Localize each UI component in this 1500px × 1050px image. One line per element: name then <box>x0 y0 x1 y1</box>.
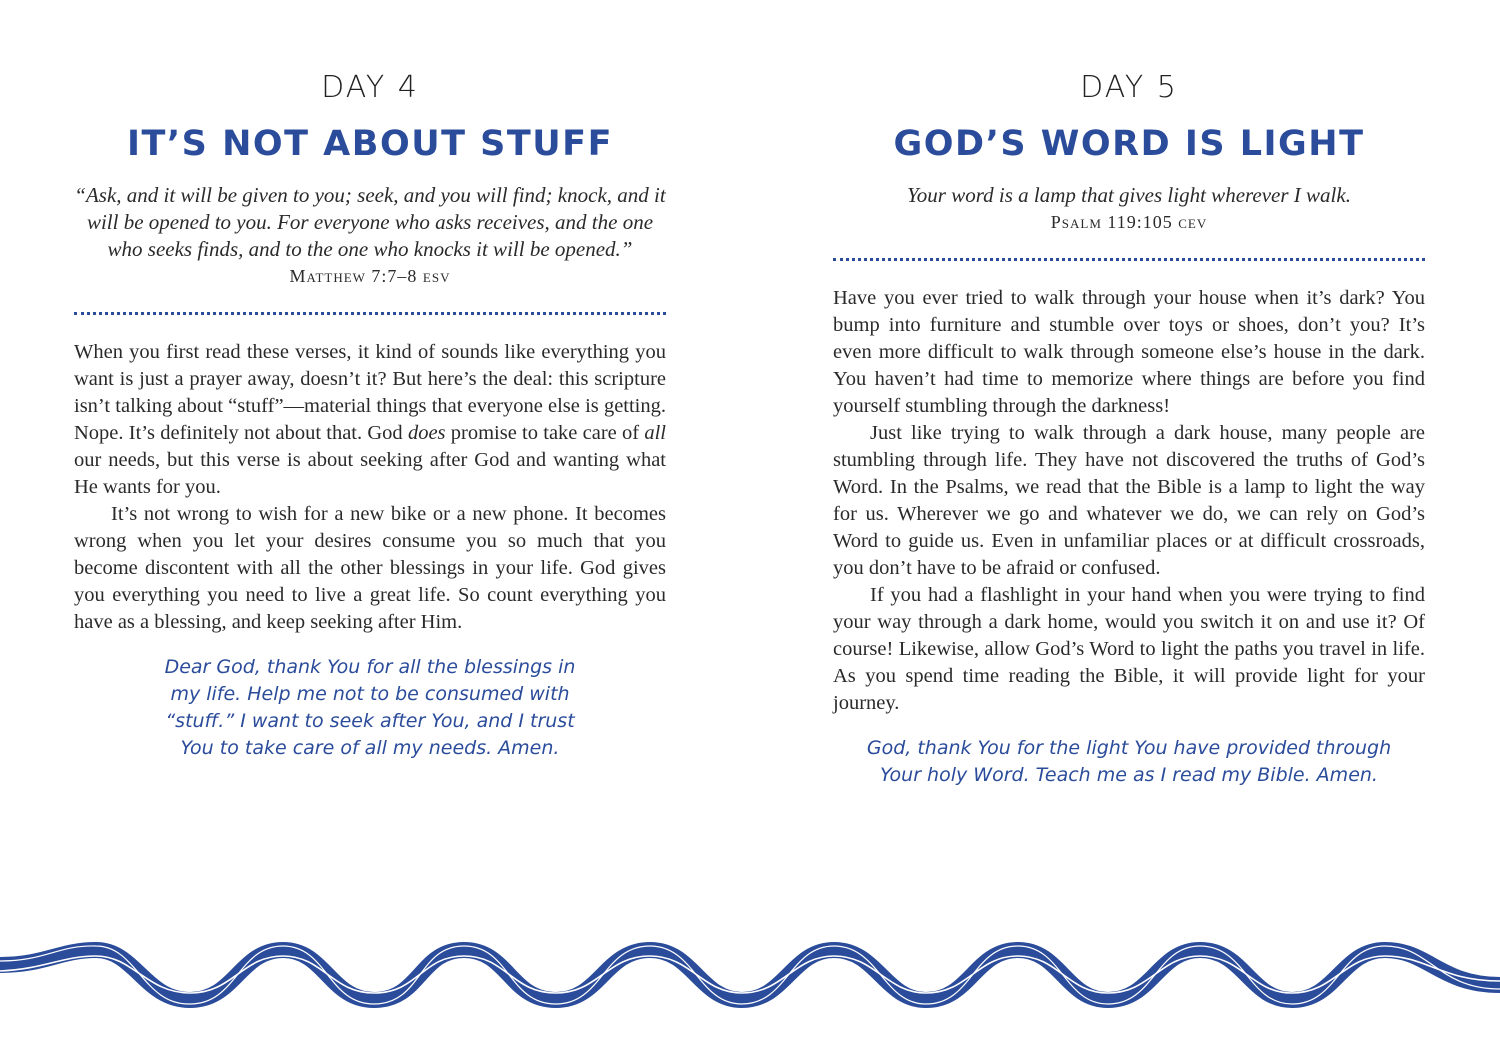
devotional-body <box>74 339 666 636</box>
dotted-divider <box>833 258 1425 261</box>
right-page <box>833 0 1425 789</box>
body-paragraph: Just like trying to walk through a dark house, many people are stumbling through life. They have not discovered the truths of God’s Word. In the Psalms, we read that the Bible is a lamp to light the way for us. Wherever we go and whatever we do, we can rely on God’s Word to guide us. Even in unfamiliar places or at difficult crossroads, you don’t have to be afraid or confused. <box>833 422 1425 579</box>
page-title: GOD’S WORD IS LIGHT <box>893 124 1365 164</box>
emphasis-text: all <box>644 422 666 444</box>
day-heading: DAY 4 <box>321 70 419 105</box>
closing-prayer: Dear God, thank You for all the blessings in my life. Help me not to be consumed with “stuff.” I want to seek after You, and I trust You to take care of all my needs. Amen. <box>164 656 576 759</box>
body-paragraph: Have you ever tried to walk through your house when it’s dark? You bump into furniture and stumble over toys or shoes, don’t you? It’s even more difficult to walk through someone else’s house in the dark. You haven’t had time to memorize where things are before you find yourself stumbling through the darkness! <box>833 287 1425 417</box>
dotted-divider <box>74 312 666 315</box>
scripture-verse: “Ask, and it will be given to you; seek, and you will find; knock, and it will be opened to you. For everyone who asks receives, and the one who seeks finds, and to the one who knocks it will be opened.” <box>74 183 666 261</box>
text-run: our needs, but this verse is about seeking after God and wanting what He wants for you. <box>74 449 666 498</box>
text-run: promise to take care of <box>445 422 645 444</box>
closing-prayer: God, thank You for the light You have provided through Your holy Word. Teach me as I read my Bible. Amen. <box>866 737 1392 786</box>
body-paragraph: If you had a flashlight in your hand when you were trying to find your way through a dark home, would you switch it on and use it? Of course! Likewise, allow God’s Word to light the paths you travel in life. As you spend time reading the Bible, it will provide light for your journey. <box>833 584 1425 714</box>
text-run: When you first read these verses, it kind of sounds like everything you want is just a prayer away, doesn’t it? But here’s the deal: this scripture isn’t talking about “stuff”—material things that everyone else is getting. Nope. It’s definitely not about that. God <box>74 341 666 444</box>
emphasis-text: does <box>407 422 446 444</box>
devotional-body <box>833 285 1425 717</box>
body-paragraph <box>74 339 666 501</box>
scripture-verse: Your word is a lamp that gives light wherever I walk. <box>907 183 1351 207</box>
page-title: IT’S NOT ABOUT STUFF <box>126 124 613 164</box>
body-paragraph: It’s not wrong to wish for a new bike or a new phone. It becomes wrong when you let your desires consume you so much that you become discontent with all the other blessings in your life. God gives you everything you need to live a great life. So count everything you have as a blessing, and keep seeking after Him. <box>74 503 666 633</box>
day-heading: DAY 5 <box>1080 70 1178 105</box>
scripture-reference: Matthew 7:7–8 esv <box>289 266 451 286</box>
left-page <box>74 0 666 762</box>
scripture-reference: Psalm 119:105 cev <box>1050 212 1208 232</box>
wave-decoration <box>0 925 1500 1025</box>
